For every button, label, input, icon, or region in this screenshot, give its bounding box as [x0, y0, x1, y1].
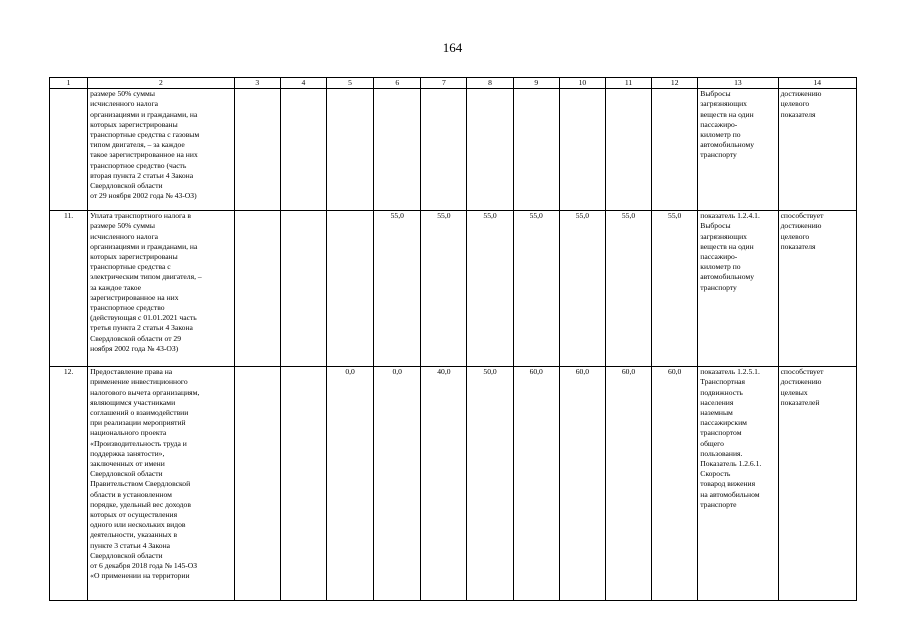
column-number: 12 — [652, 78, 698, 89]
column-number: 7 — [421, 78, 467, 89]
page-number: 164 — [442, 40, 463, 55]
effect-assessment: достижению целевого показателя — [778, 89, 856, 211]
value-cell — [513, 89, 559, 211]
value-cell — [280, 89, 326, 211]
column-number: 8 — [467, 78, 513, 89]
column-number: 5 — [326, 78, 373, 89]
value-cell: 55,0 — [467, 211, 513, 367]
column-number: 10 — [559, 78, 605, 89]
value-cell — [467, 89, 513, 211]
column-number: 9 — [513, 78, 559, 89]
measure-description: размере 50% суммы исчисленного налога организациями и гражданами, на которых зарегистрированы транспортные средства с газовым типом двигателя, – за каждое такое зарегистрированное на них транспортное средство (часть вторая пункта 2 статьи 4 Закона Свердловской области от 29 ноября 2002 года № 43-ОЗ) — [88, 89, 235, 211]
value-cell: 60,0 — [559, 367, 605, 601]
value-cell: 60,0 — [652, 367, 698, 601]
measure-description: Предоставление права на применение инвестиционного налогового вычета организациям, являющимся участниками соглашений о взаимодействии при реализации мероприятий национального проекта «Производительность труда и поддержка занятости», заключенных от имени Свердловской области Правительством Свердловской области в установленном порядке, удельный вес доходов которых от осуществления одного или нескольких видов деятельности, указанных в пункте 3 статьи 4 Закона Свердловской области от 6 декабря 2018 года № 145-ОЗ «О применении на территории — [88, 367, 235, 601]
value-cell: 55,0 — [605, 211, 651, 367]
value-cell: 60,0 — [513, 367, 559, 601]
value-cell: 60,0 — [605, 367, 651, 601]
value-cell — [605, 89, 651, 211]
value-cell: 55,0 — [652, 211, 698, 367]
value-cell — [559, 89, 605, 211]
column-number: 3 — [234, 78, 280, 89]
value-cell — [374, 89, 421, 211]
measure-description: Уплата транспортного налога в размере 50% суммы исчисленного налога организациями и гражданами, на которых зарегистрированы транспортные средства с электрическим типом двигателя, – за каждое такое зарегистрированное на них транспортное средство (действующая с 01.01.2021 часть третья пункта 2 статьи 4 Закона Свердловской области от 29 ноября 2002 года № 43-ОЗ) — [88, 211, 235, 367]
value-cell — [280, 211, 326, 367]
effect-assessment: способствует достижению целевого показателя — [778, 211, 856, 367]
column-number: 1 — [50, 78, 88, 89]
value-cell: 55,0 — [559, 211, 605, 367]
value-cell: 40,0 — [421, 367, 467, 601]
value-cell — [280, 367, 326, 601]
value-cell — [652, 89, 698, 211]
table-row — [50, 211, 857, 367]
column-number: 6 — [374, 78, 421, 89]
value-cell — [421, 89, 467, 211]
value-cell: 0,0 — [374, 367, 421, 601]
row-number: 11. — [50, 211, 88, 367]
column-number: 4 — [280, 78, 326, 89]
column-number: 2 — [88, 78, 235, 89]
table-row — [50, 89, 857, 211]
target-indicator: показатель 1.2.5.1. Транспортная подвижность населения наземным пассажирским транспортом общего пользования. Показатель 1.2.6.1. Скорость товарод вижения на автомобильном транспорте — [698, 367, 778, 601]
effect-assessment: способствует достижению целевых показателей — [778, 367, 856, 601]
target-indicator: показатель 1.2.4.1. Выбросы загрязняющих веществ на один пассажиро- километр по автомобильному транспорту — [698, 211, 778, 367]
column-number: 14 — [778, 78, 856, 89]
indicators-table — [49, 77, 857, 601]
column-number: 13 — [698, 78, 778, 89]
value-cell: 50,0 — [467, 367, 513, 601]
table-header-row — [50, 78, 857, 89]
value-cell — [326, 89, 373, 211]
value-cell — [234, 89, 280, 211]
value-cell: 55,0 — [513, 211, 559, 367]
value-cell: 55,0 — [421, 211, 467, 367]
value-cell — [234, 367, 280, 601]
value-cell — [326, 211, 373, 367]
value-cell: 0,0 — [326, 367, 373, 601]
column-number: 11 — [605, 78, 651, 89]
value-cell — [234, 211, 280, 367]
value-cell: 55,0 — [374, 211, 421, 367]
row-number: 12. — [50, 367, 88, 601]
target-indicator: Выбросы загрязняющих веществ на один пассажиро- километр по автомобильному транспорту — [698, 89, 778, 211]
table-row — [50, 367, 857, 601]
row-number — [50, 89, 88, 211]
